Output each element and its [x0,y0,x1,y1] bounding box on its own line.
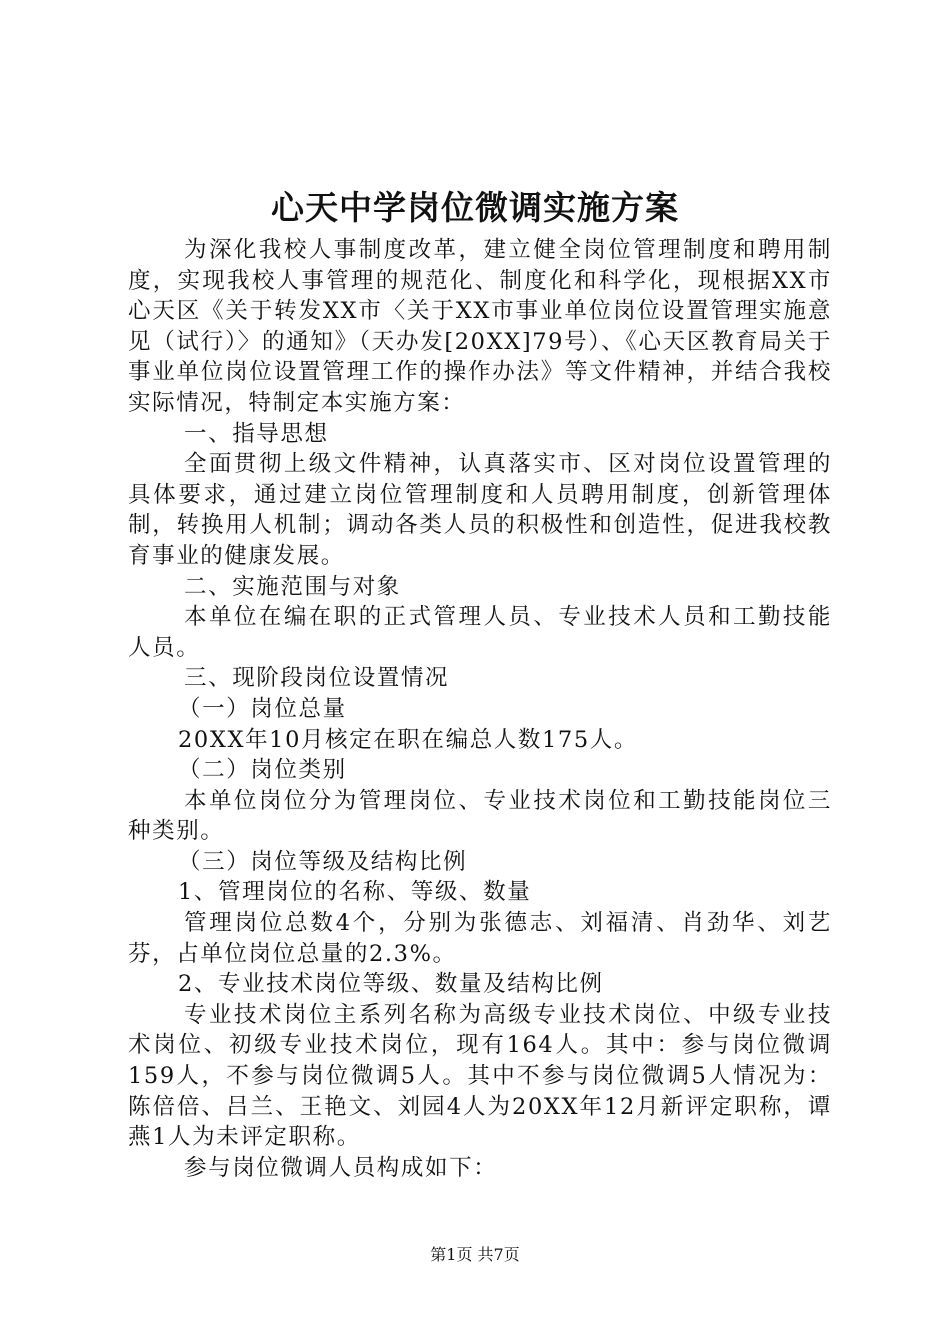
body-paragraph: 全面贯彻上级文件精神，认真落实市、区对岗位设置管理的具体要求，通过建立岗位管理制度和人员聘用制度，创新管理体制，转换用人机制；调动各类人员的积极性和创造性，促进我校教育事业的健康发展。 [128,451,832,569]
body-paragraph: 专业技术岗位主系列名称为高级专业技术岗位、中级专业技术岗位、初级专业技术岗位，现有164人。其中：参与岗位微调159人，不参与岗位微调5人。其中不参与岗位微调5人情况为：陈倍倍、吕兰、王艳文、刘园4人为20XX年12月新评定职称，谭燕1人为未评定职称。 [128,1001,832,1151]
section-heading-1: 一、指导思想 [184,420,329,447]
body-paragraph: 本单位在编在职的正式管理人员、专业技术人员和工勤技能人员。 [128,604,832,661]
subsection-heading: （一）岗位总量 [178,695,347,722]
body-paragraph: 20XX年10月核定在职在编总人数175人。 [178,726,638,753]
body-paragraph: 管理岗位总数4个，分别为张德志、刘福清、肖劲华、刘艺芬，占单位岗位总量的2.3%。 [128,910,832,967]
subsection-heading: （三）岗位等级及结构比例 [178,848,468,875]
item-heading: 2、专业技术岗位等级、数量及结构比例 [178,971,604,998]
section-heading-3: 三、现阶段岗位设置情况 [184,665,450,692]
body-paragraph: 本单位岗位分为管理岗位、专业技术岗位和工勤技能岗位三种类别。 [128,787,832,845]
document-title: 心天中学岗位微调实施方案 [271,188,679,227]
page-footer: 第1页 共7页 [430,1245,520,1264]
section-heading-2: 二、实施范围与对象 [184,573,401,600]
document-body [128,235,832,1183]
body-paragraph: 参与岗位微调人员构成如下： [184,1154,498,1181]
item-heading: 1、管理岗位的名称、等级、数量 [178,879,532,906]
intro-paragraph: 为深化我校人事制度改革，建立健全岗位管理制度和聘用制度，实现我校人事管理的规范化、制度化和科学化，现根据XX市心天区《关于转发XX市〈关于XX市事业单位岗位设置管理实施意见（试行）〉的通知》（天办发[20XX]79号）、《心天区教育局关于事业单位岗位设置管理工作的操作办法》等文件精神，并结合我校实际情况，特制定本实施方案： [128,237,832,416]
subsection-heading: （二）岗位类别 [178,757,347,784]
